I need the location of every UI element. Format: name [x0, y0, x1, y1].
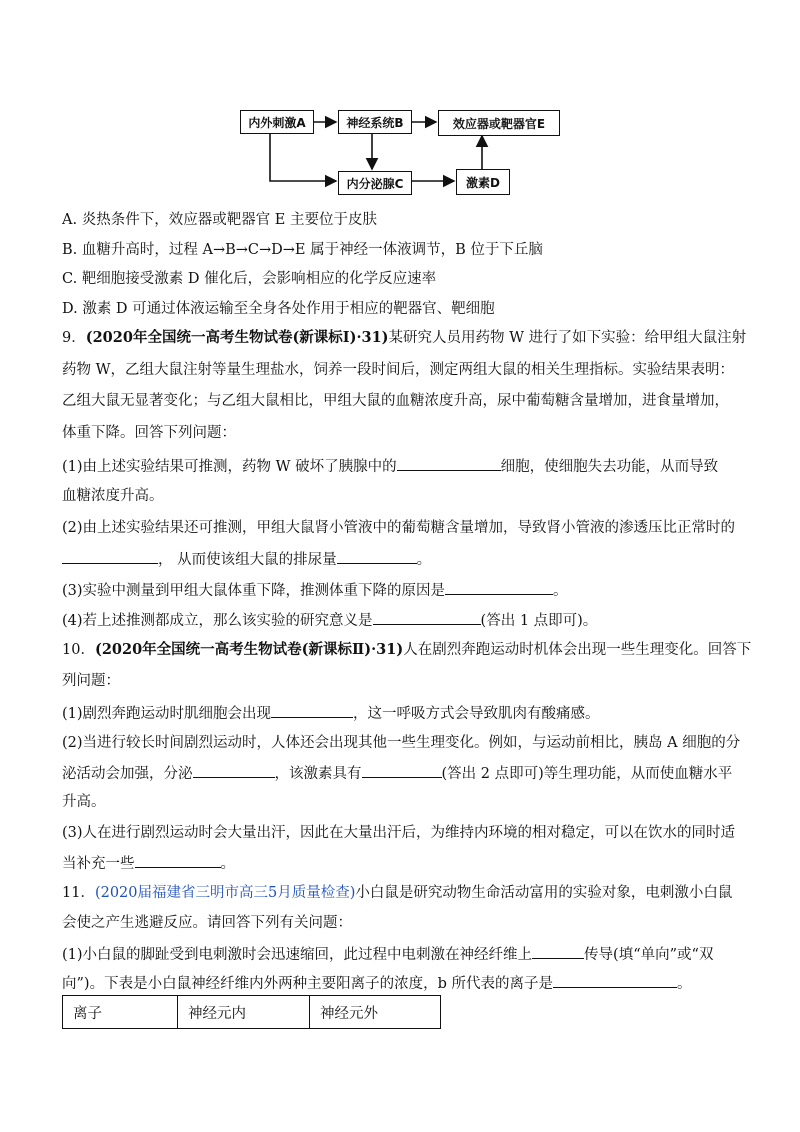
regulation-diagram [232, 105, 572, 197]
q8-option-c: C. 靶细胞接受激素 D 催化后，会影响相应的化学反应速率 [62, 271, 437, 287]
q9-source: (2020年全国统一高考生物试卷(新课标Ⅰ)·31) [85, 329, 389, 346]
q9-part-3: (3)实验中测量到甲组大鼠体重下降，推测体重下降的原因是 。 [62, 579, 568, 601]
answer-blank[interactable] [271, 702, 353, 718]
ion-concentration-table [62, 995, 441, 1029]
box-hormone-d: 激素D [456, 169, 510, 195]
q10-stem-line-1 [62, 640, 751, 660]
table-row [63, 996, 441, 1029]
answer-blank[interactable] [337, 548, 417, 564]
q9-stem-line-1 [62, 328, 746, 348]
q10-part-2: (2)当进行较长时间剧烈运动时，人体还会出现其他一些生理变化。例如，与运动前相比，胰岛 A 细胞的分 [62, 735, 741, 751]
q11-stem-line-2: 会使之产生逃避反应。请回答下列有关问题： [62, 915, 352, 931]
q10-stem-line-2: 列问题： [62, 673, 120, 689]
q10-part-1: (1)剧烈奔跑运动时肌细胞会出现 ，这一呼吸方式会导致肌肉有酸痛感。 [62, 702, 600, 724]
q9-number: 9． [62, 330, 86, 346]
box-stimulus-a: 内外刺激A [240, 110, 314, 134]
q8-option-d: D. 激素 D 可通过体液运输至全身各处作用于相应的靶器官、靶细胞 [62, 301, 495, 317]
q11-stem-text: 小白鼠是研究动物生命活动富用的实验对象，电刺激小白鼠 [355, 885, 733, 901]
table-header-outside: 神经元外 [310, 996, 441, 1029]
q10-source: (2020年全国统一高考生物试卷(新课标Ⅱ)·31) [94, 641, 404, 658]
q10-part-3-cont: 当补充一些 。 [62, 852, 235, 874]
q9-stem-line-4: 体重下降。回答下列问题： [62, 425, 236, 441]
q10-stem-text: 人在剧烈奔跑运动时机体会出现一些生理变化。回答下 [403, 642, 752, 658]
q11-part-1-cont: 向”)。下表是小白鼠神经纤维内外两种主要阳离子的浓度，b 所代表的离子是 。 [62, 972, 691, 994]
answer-blank[interactable] [193, 762, 275, 778]
q9-part-2: (2)由上述实验结果还可推测，甲组大鼠肾小管液中的葡萄糖含量增加，导致肾小管液的渗透压比正常时的 [62, 520, 736, 536]
q10-number: 10． [62, 642, 95, 658]
q9-stem-line-2: 药物 W，乙组大鼠注射等量生理盐水，饲养一段时间后，测定两组大鼠的相关生理指标。实验结果表明： [62, 362, 735, 378]
box-effector-e: 效应器或靶器官E [438, 110, 560, 136]
q10-part-2-cont: 泌活动会加强，分泌 ，该激素具有 (答出 2 点即可)等生理功能，从而使血糖水平 [62, 762, 732, 784]
q9-part-2-cont: ， 从而使该组大鼠的排尿量 。 [62, 548, 431, 570]
table-header-inside: 神经元内 [178, 996, 310, 1029]
answer-blank[interactable] [553, 972, 677, 988]
q11-stem-line-1 [62, 883, 732, 903]
q9-part-1-cont: 血糖浓度升高。 [62, 488, 164, 504]
q8-option-b: B. 血糖升高时，过程 A→B→C→D→E 属于神经一体液调节，B 位于下丘脑 [62, 242, 543, 258]
box-endocrine-gland-c: 内分泌腺C [338, 171, 412, 195]
q10-part-2-end: 升高。 [62, 794, 106, 810]
q8-option-a: A. 炎热条件下，效应器或靶器官 E 主要位于皮肤 [62, 212, 377, 228]
answer-blank[interactable] [445, 579, 553, 595]
q9-stem-text: 某研究人员用药物 W 进行了如下实验：给甲组大鼠注射 [388, 330, 747, 346]
answer-blank[interactable] [135, 852, 221, 868]
q10-part-3: (3)人在进行剧烈运动时会大量出汗，因此在大量出汗后，为维持内环境的相对稳定，可以在饮水的同时适 [62, 825, 736, 841]
answer-blank[interactable] [373, 609, 481, 625]
answer-blank[interactable] [532, 943, 584, 959]
q11-source: (2020届福建省三明市高三5月质量检查) [94, 885, 356, 901]
q9-part-4: (4)若上述推测都成立，那么该实验的研究意义是 (答出 1 点即可)。 [62, 609, 597, 631]
q9-part-1: (1)由上述实验结果可推测，药物 W 破坏了胰腺中的 细胞，使细胞失去功能，从而导致 [62, 455, 718, 477]
q11-part-1: (1)小白鼠的脚趾受到电刺激时会迅速缩回，此过程中电刺激在神经纤维上 传导(填“单向”或“双 [62, 943, 713, 965]
answer-blank[interactable] [62, 548, 158, 564]
answer-blank[interactable] [362, 762, 442, 778]
answer-blank[interactable] [397, 455, 501, 471]
box-nervous-system-b: 神经系统B [338, 110, 412, 134]
table-header-ion: 离子 [63, 996, 178, 1029]
q11-number: 11． [62, 885, 95, 901]
q9-stem-line-3: 乙组大鼠无显著变化；与乙组大鼠相比，甲组大鼠的血糖浓度升高，尿中葡萄糖含量增加，进食量增加， [62, 393, 729, 409]
